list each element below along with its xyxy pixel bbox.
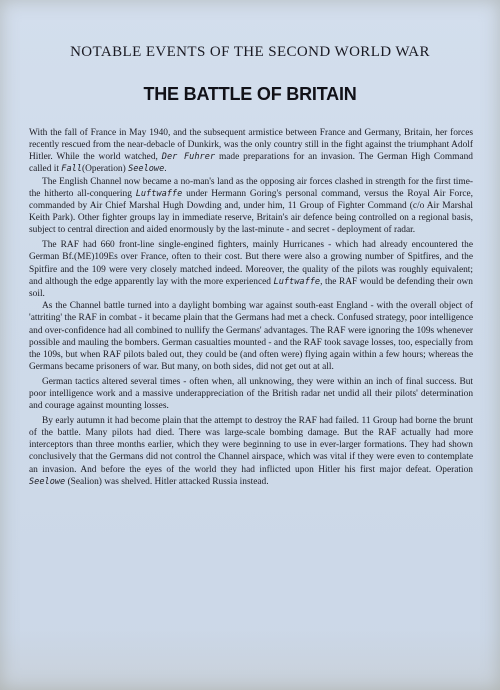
paragraph-1-text-a: With the fall of France in May 1940, and the subsequent armistice between France and Germany, Britain, her forces recently rescued from the near-debacle of Dunkirk, was the only country still in the fight against the triumphant Adolf Hitler. While the world watched,	[29, 128, 473, 163]
paragraph-3	[29, 239, 473, 299]
article-body	[29, 127, 473, 488]
paragraph-5: German tactics altered several times - often when, all unknowing, they were within an inch of final success. But poor intelligence work and a massive underappreciation of the British radar net undid all their pilots' determination and courage against mounting losses.	[29, 376, 473, 412]
paragraph-3-text-c: , the RAF would be defending their own soil.	[29, 276, 473, 299]
paragraph-3-emphasis-luftwaffe: Luftwaffe	[273, 276, 321, 287]
paragraph-4: As the Channel battle turned into a daylight bombing war against south-east England - with the overall object of 'attriting' the RAF in combat - it became plain that the Germans had met a check. Confused strategy, poor intelligence and over-confidence had all combined to nullify the Germans' advantages. The RAF were ignoring the 109s whenever possible and mauling the bombers. German casualties mounted - and the RAF took savage losses, too, especially from the 109s, but when RAF pilots baled out, they could be (and often were) flying again within a few hours; whereas the Germans became prisoners of war. But many, on both sides, did not get out at all.	[29, 301, 473, 372]
series-heading: NOTABLE EVENTS OF THE SECOND WORLD WAR	[70, 44, 430, 60]
paragraph-2	[29, 176, 473, 236]
paragraph-2-text-c: under Hermann Goring's personal command, versus the Royal Air Force, commanded by Air Chief Marshal Hugh Dowding and, under him, 11 Group of Fighter Command (c/o Air Marshal Keith Park). Other fighter groups lay in immediate reserve, Britain's air defence being controlled on a regional basis, subject to central direction and aided enormously by the last-minute - and secret - deployment of radar.	[29, 188, 474, 236]
paragraph-6-emphasis-seelowe: Seelowe	[29, 476, 66, 487]
paragraph-3-text-a: The RAF had 660 front-line single-engined fighters, mainly Hurricanes - which had already encountered the German Bf.(ME)109Es over France, often to their cost. But there were also a growing number of Spitfires, and the Spitfire and the 109 were very closely matched indeed. Moreover, the quality of the pilots was roughly equivalent; and although the edge apparently lay with the more experienced	[29, 240, 473, 287]
paper-wear-overlay	[0, 630, 500, 690]
paragraph-6-text-a: By early autumn it had become plain that the attempt to destroy the RAF had failed. 11 Group had borne the brunt of the battle. Many pilots had died. There was large-scale bombing damage. But the RAF actually had more interceptors than three months earlier, which they were beginning to use in ever-larger formations. They had shown conclusively that the Germans did not control the Channel airspace, which was vital if they were even to contemplate an invasion. And before the eyes of the world they had inflicted upon Hitler his first major defeat. Operation	[29, 416, 473, 475]
paragraph-1-emphasis-der-fuhrer: Der Fuhrer	[161, 152, 216, 163]
paragraph-1-text-g: .	[164, 164, 167, 175]
paragraph-1-text-c: made preparations for an invasion. The German High Command called it	[29, 152, 473, 175]
page-title: THE BATTLE OF BRITAIN	[143, 84, 357, 104]
paragraph-2-text-a: The English Channel now became a no-man's land as the opposing air forces clashed in strength for the first time- the hitherto all-conquering	[29, 176, 473, 199]
paragraph-6-text-c: (Sealion) was shelved. Hitler attacked Russia instead.	[65, 476, 269, 487]
paragraph-6	[29, 415, 473, 488]
paragraph-1	[29, 127, 473, 175]
paragraph-1-emphasis-seelowe: Seelowe	[128, 164, 165, 175]
paragraph-1-text-e: (Operation)	[81, 164, 129, 175]
paragraph-2-emphasis-luftwaffe: Luftwaffe	[135, 188, 183, 199]
paragraph-1-emphasis-fall: Fall	[61, 164, 82, 175]
